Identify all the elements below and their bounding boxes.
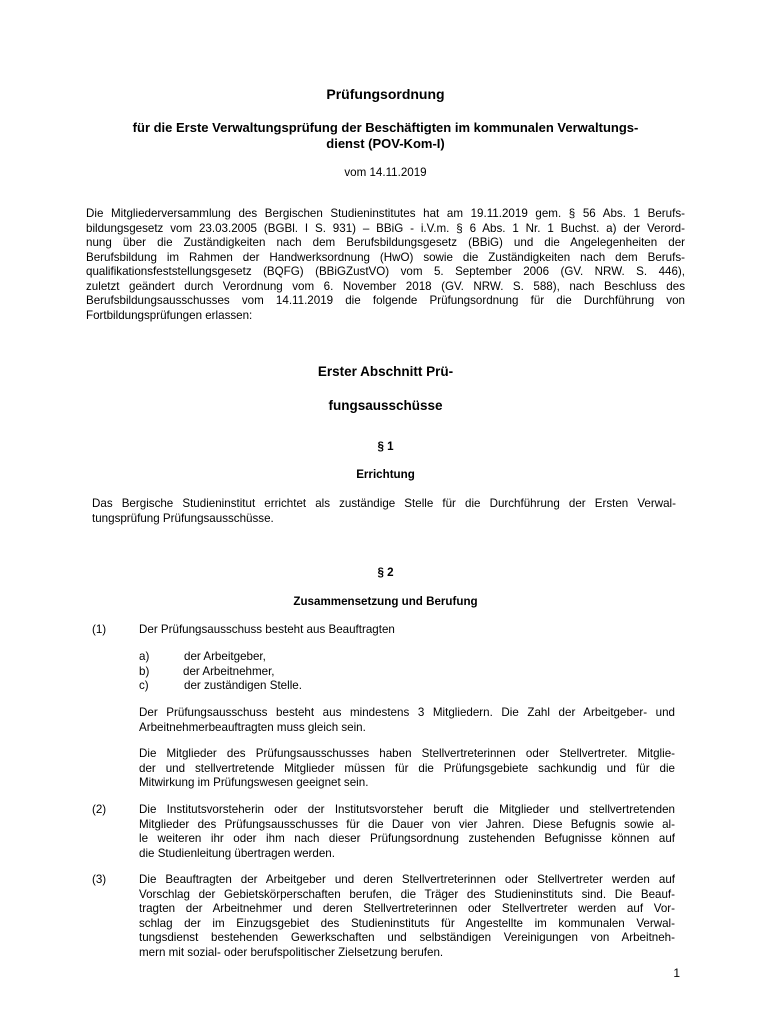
subtitle-line: dienst (POV-Kom-I) — [326, 136, 445, 151]
document-title: Prüfungsordnung — [326, 86, 445, 102]
preamble-line: Fortbildungsprüfungen erlassen: — [86, 308, 253, 322]
item-3-number: (3) — [92, 873, 107, 886]
item-3-text — [139, 873, 675, 960]
item-2-text — [139, 803, 675, 861]
item-1-paragraph-b — [139, 747, 675, 791]
preamble-line: Berufsbildung im Rahmen der Handwerksordnung (HwO) sowie die Zuständigkeiten nach dem Berufs- — [86, 250, 685, 264]
item-3-line: Die Beauftragten der Arbeitgeber und deren Stellvertreterinnen oder Stellvertreter werden auf — [139, 873, 675, 886]
preamble — [86, 207, 685, 323]
document-subtitle — [86, 120, 685, 152]
paragraph-1-text — [92, 497, 676, 526]
paragraph-1-symbol: § 1 — [377, 440, 394, 453]
preamble-line: nung über die Zuständigkeiten nach dem Berufsbildungsgesetz (BBiG) und die Angelegenheiten der — [86, 236, 685, 249]
paragraph-2-heading: Zusammensetzung und Berufung — [293, 595, 478, 608]
paragraph-1-heading: Errichtung — [356, 468, 415, 481]
list-item-text: der Arbeitgeber, — [184, 650, 266, 663]
item-1-number: (1) — [92, 623, 107, 636]
item-3-line: tragten der Arbeitnehmer und deren Stellvertreterinnen oder Stellvertreter werden auf Vor- — [139, 902, 675, 915]
item-2-line: Die Institutsvorsteherin oder der Institutsvorsteher beruft die Mitglieder und stellvertretenden — [139, 803, 675, 816]
preamble-line: Berufsbildungsausschusses vom 14.11.2019 die folgende Prüfungsordnung für die Durchführung von — [86, 294, 685, 307]
item-1-paragraph-b-line: der und stellvertretende Mitglieder müssen für die Prüfungsgebiete sachkundig und für die — [139, 761, 675, 775]
item-1-paragraph-b-line: Die Mitglieder des Prüfungsausschusses haben Stellvertreterinnen oder Stellvertreter. Mitglie- — [139, 747, 675, 760]
section-heading-line-1: Erster Abschnitt Prü- — [317, 364, 454, 379]
item-3-line: schlag der im Einzugsgebiet des Studieninstituts für Angestellte im kommunalen Verwal- — [139, 916, 675, 930]
item-2-line: Mitglieder des Prüfungsausschusses für die Dauer von vier Jahren. Diese Befugnis sowie al- — [139, 817, 675, 831]
item-3-line: mern mit sozial- oder berufspolitischer Zielsetzung berufen. — [139, 945, 444, 959]
item-2-line: le weiteren ihr oder ihm nach dieser Prüfungsordnung zustehenden Befugnisse können auf — [139, 832, 675, 845]
item-2-line: die Studienleitung übertragen werden. — [139, 846, 335, 860]
subtitle-line: für die Erste Verwaltungsprüfung der Beschäftigten im kommunalen Verwaltungs- — [132, 120, 639, 135]
paragraph-1-line: Das Bergische Studieninstitut errichtet als zuständige Stelle für die Durchführung der Ersten Verwal- — [92, 497, 676, 510]
page-number: 1 — [673, 966, 680, 980]
paragraph-2-symbol: § 2 — [377, 566, 394, 579]
item-3-line: tungsdienst bestehenden Gewerkschaften und selbständigen Vereinigungen von Arbeitneh- — [139, 931, 675, 944]
preamble-line: Die Mitgliederversammlung des Bergischen Studieninstitutes hat am 19.11.2019 gem. § 56 Abs. 1 Berufs- — [86, 207, 685, 220]
item-1-intro: Der Prüfungsausschuss besteht aus Beauftragten — [139, 623, 395, 636]
item-1-paragraph-a-line: Arbeitnehmerbeauftragten muss gleich sein. — [139, 720, 366, 734]
item-1-paragraph-a — [139, 706, 675, 735]
paragraph-1-line: tungsprüfung Prüfungsausschüsse. — [92, 511, 274, 525]
list-letter: c) — [139, 679, 149, 692]
item-2-number: (2) — [92, 803, 107, 816]
preamble-line: zuletzt geändert durch Verordnung vom 6. November 2018 (GV. NRW. S. 588), nach Beschluss des — [86, 279, 685, 293]
item-1-paragraph-a-line: Der Prüfungsausschuss besteht aus mindestens 3 Mitgliedern. Die Zahl der Arbeitgeber- und — [139, 706, 675, 719]
list-item-text: der zuständigen Stelle. — [184, 679, 302, 692]
item-3-line: Vorschlag der Gebietskörperschaften berufen, die Träger des Studieninstituts sind. Die Beauf- — [139, 887, 675, 901]
document-date: vom 14.11.2019 — [344, 166, 427, 179]
list-letter: a) — [139, 650, 150, 663]
section-heading-line-2: fungsausschüsse — [328, 398, 443, 413]
item-1-paragraph-b-line: Mitwirkung im Prüfungswesen geeignet sein. — [139, 776, 369, 789]
preamble-line: qualifikationsfeststellungsgesetz (BQFG) (BBiGZustVO) vom 5. September 2006 (GV. NRW. S. 446), — [86, 265, 685, 278]
list-item-text: der Arbeitnehmer, — [183, 665, 275, 678]
list-letter: b) — [139, 665, 150, 678]
preamble-line: bildungsgesetz vom 23.03.2005 (BGBl. I S. 931) – BBiG - i.V.m. § 6 Abs. 1 Nr. 1 Buchst. a) der Verord- — [86, 221, 685, 235]
